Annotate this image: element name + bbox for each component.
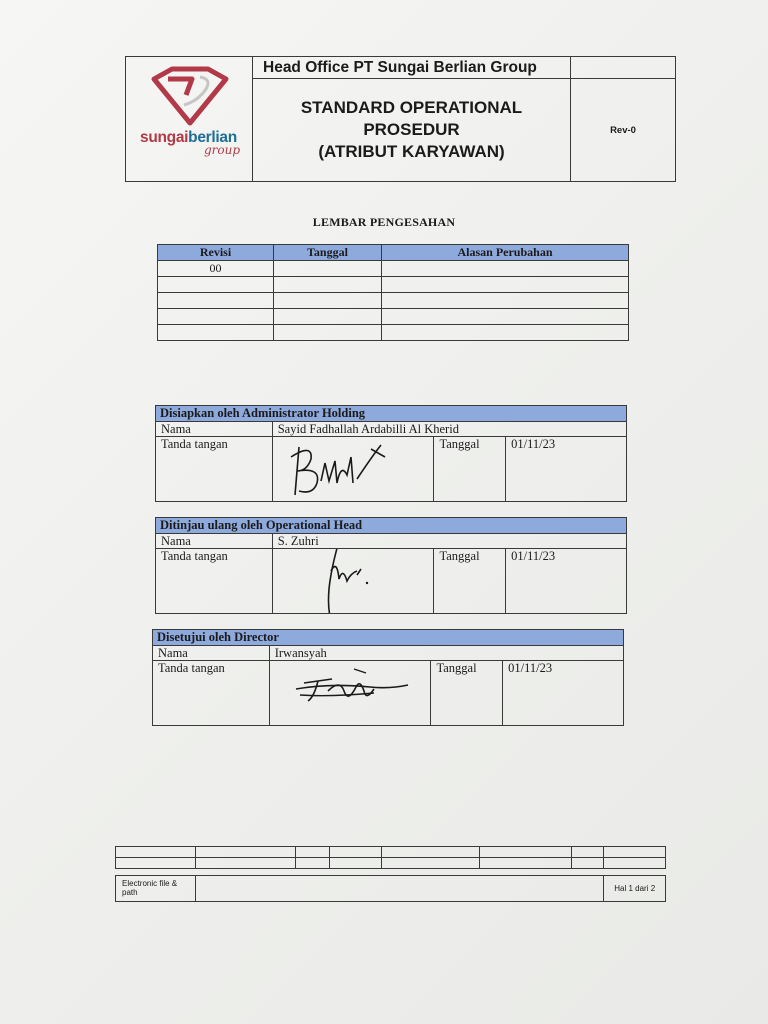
table-row xyxy=(158,309,629,325)
footer-cell xyxy=(479,858,571,869)
table-cell xyxy=(274,261,382,277)
revision-table-header xyxy=(158,245,629,261)
date-label: Tanggal xyxy=(434,437,506,502)
footer-cell xyxy=(295,858,330,869)
footer-cell xyxy=(196,847,296,858)
footer-cell xyxy=(116,858,196,869)
signature-area xyxy=(272,437,434,502)
approval-heading: Disiapkan oleh Administrator Holding xyxy=(156,406,627,422)
table-cell xyxy=(274,309,382,325)
signature-icon xyxy=(273,549,430,613)
footer-cell xyxy=(116,847,196,858)
table-row xyxy=(158,293,629,309)
footer-cell xyxy=(604,847,666,858)
page-number: Hal 1 dari 2 xyxy=(604,876,666,902)
signature-label: Tanda tangan xyxy=(156,437,273,502)
revision-table xyxy=(157,244,629,341)
logo-text-sungai: sungai xyxy=(140,129,189,146)
table-cell xyxy=(382,293,629,309)
footer-row xyxy=(116,847,666,858)
signature-area xyxy=(269,661,431,726)
signature-label: Tanda tangan xyxy=(153,661,270,726)
table-row xyxy=(158,325,629,341)
column-header: Tanggal xyxy=(274,245,382,261)
approval-date: 01/11/23 xyxy=(506,437,627,502)
approval-date: 01/11/23 xyxy=(503,661,624,726)
table-cell xyxy=(274,293,382,309)
footer-spacer xyxy=(116,869,666,876)
approval-heading: Disetujui oleh Director xyxy=(153,630,624,646)
table-cell xyxy=(382,309,629,325)
date-label: Tanggal xyxy=(431,661,503,726)
table-cell xyxy=(158,293,274,309)
table-cell xyxy=(158,325,274,341)
footer-cell xyxy=(295,847,330,858)
footer-cell xyxy=(479,847,571,858)
header-empty-cell xyxy=(571,57,676,79)
table-cell xyxy=(274,325,382,341)
name-label: Nama xyxy=(156,534,273,549)
footer-cell xyxy=(604,858,666,869)
title-line-3: (ATRIBUT KARYAWAN) xyxy=(318,142,505,161)
footer-cell xyxy=(571,858,604,869)
footer-cell xyxy=(196,858,296,869)
signature-icon xyxy=(273,437,430,501)
approval-prepared-table xyxy=(155,405,627,502)
column-header: Alasan Perubahan xyxy=(382,245,629,261)
footer-cell xyxy=(571,847,604,858)
footer-cell xyxy=(330,847,381,858)
name-label: Nama xyxy=(156,422,273,437)
table-row xyxy=(158,261,629,277)
table-cell xyxy=(382,277,629,293)
table-cell xyxy=(158,277,274,293)
table-cell xyxy=(382,325,629,341)
document-footer xyxy=(115,846,666,902)
diamond-logo-icon xyxy=(148,65,230,127)
approval-heading: Ditinjau ulang oleh Operational Head xyxy=(156,518,627,534)
footer-row xyxy=(116,858,666,869)
document-title xyxy=(253,79,571,182)
footer-cell xyxy=(381,847,479,858)
date-label: Tanggal xyxy=(434,549,506,614)
table-row xyxy=(158,277,629,293)
document-header xyxy=(125,56,676,182)
footer-cell xyxy=(381,858,479,869)
signature-area xyxy=(272,549,434,614)
logo-subtext: group xyxy=(204,143,241,157)
electronic-file-label xyxy=(116,876,196,902)
title-line-2: PROSEDUR xyxy=(363,120,460,139)
title-line-1: STANDARD OPERATIONAL xyxy=(300,98,523,117)
table-cell xyxy=(274,277,382,293)
approver-name: Sayid Fadhallah Ardabilli Al Kherid xyxy=(272,422,626,437)
section-title: LEMBAR PENGESAHAN xyxy=(312,215,456,229)
signature-label: Tanda tangan xyxy=(156,549,273,614)
electronic-file-path xyxy=(196,876,604,902)
approval-reviewed-table xyxy=(155,517,627,614)
footer-cell xyxy=(330,858,381,869)
table-cell: 00 xyxy=(158,261,274,277)
approval-approved-table xyxy=(152,629,624,726)
approval-date: 01/11/23 xyxy=(506,549,627,614)
table-cell xyxy=(382,261,629,277)
electronic-file-label-line-1: Electronic file & xyxy=(122,879,178,888)
logo-text-berlian: berlian xyxy=(188,129,237,146)
approver-name: S. Zuhri xyxy=(272,534,626,549)
column-header: Revisi xyxy=(158,245,274,261)
approver-name: Irwansyah xyxy=(269,646,623,661)
revision-label: Rev-0 xyxy=(571,79,676,182)
name-label: Nama xyxy=(153,646,270,661)
electronic-file-label-line-2: path xyxy=(122,888,138,897)
company-name: Head Office PT Sungai Berlian Group xyxy=(253,57,571,79)
company-logo xyxy=(126,57,253,182)
signature-icon xyxy=(270,661,427,725)
table-cell xyxy=(158,309,274,325)
